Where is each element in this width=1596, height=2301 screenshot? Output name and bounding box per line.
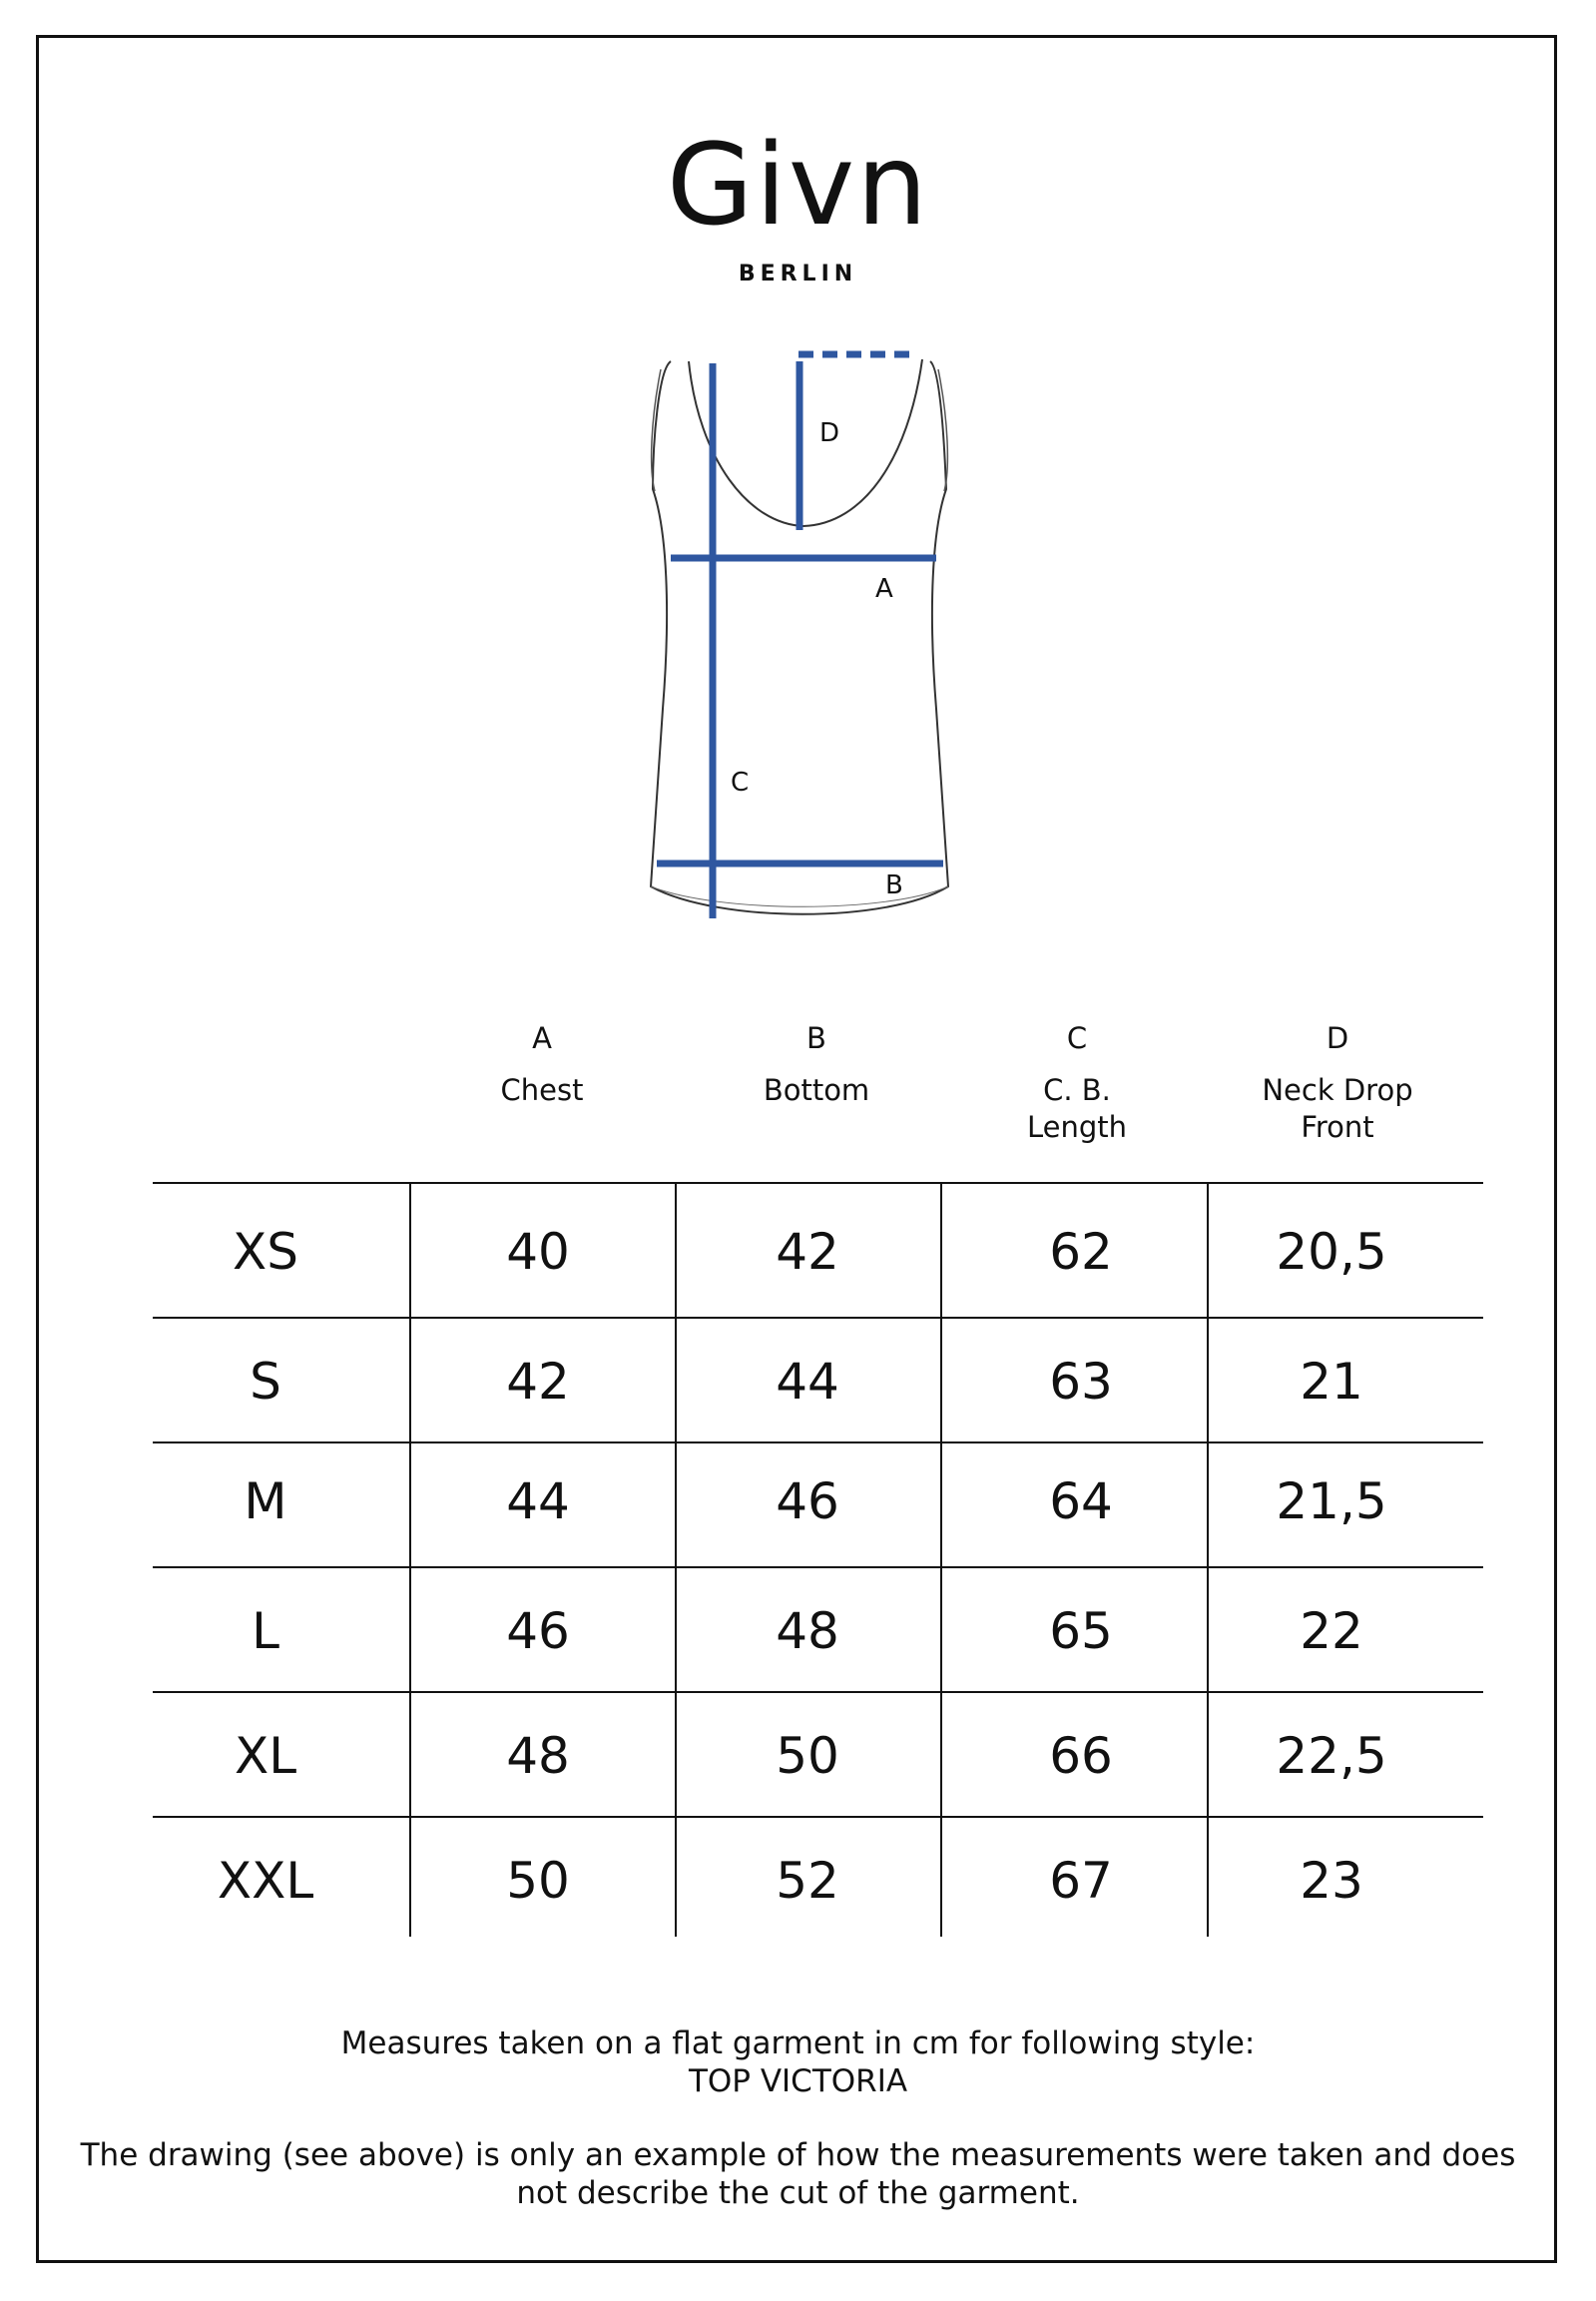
diagram-label-a: A: [875, 574, 893, 604]
bottom-value: 48: [776, 1602, 839, 1660]
column-name: Neck Drop Front: [1262, 1073, 1413, 1144]
table-divider: [153, 1566, 1483, 1568]
garment-diagram: [639, 339, 968, 928]
length-value: 63: [1049, 1353, 1113, 1411]
column-header-c: [1007, 1020, 1147, 1146]
brand-logo: Givn: [666, 121, 930, 251]
bottom-value: 50: [776, 1727, 839, 1785]
neck-drop-value: 22,5: [1276, 1727, 1387, 1785]
chest-value: 42: [506, 1353, 570, 1411]
garment-neckline: [689, 359, 922, 526]
diagram-label-c: C: [731, 768, 750, 798]
table-column-divider: [675, 1182, 677, 1937]
table-column-divider: [409, 1182, 411, 1937]
length-value: 62: [1049, 1223, 1113, 1281]
chest-value: 40: [506, 1223, 570, 1281]
diagram-label-b: B: [885, 870, 903, 900]
column-name: C. B. Length: [1026, 1073, 1128, 1144]
size-label: S: [250, 1353, 281, 1411]
bottom-value: 44: [776, 1353, 839, 1411]
bottom-value: 46: [776, 1472, 839, 1530]
diagram-label-d: D: [819, 418, 840, 448]
length-value: 67: [1049, 1852, 1113, 1910]
neck-drop-value: 23: [1300, 1852, 1363, 1910]
size-label: M: [244, 1472, 287, 1530]
table-divider: [153, 1182, 1483, 1184]
column-letter: D: [1326, 1021, 1349, 1055]
neck-drop-value: 22: [1300, 1602, 1363, 1660]
table-divider: [153, 1691, 1483, 1693]
length-value: 66: [1049, 1727, 1113, 1785]
column-header-d: [1238, 1020, 1437, 1146]
size-table: [153, 1182, 1483, 1937]
table-divider: [153, 1441, 1483, 1443]
column-name: Bottom: [763, 1073, 870, 1107]
column-letter: C: [1066, 1021, 1088, 1055]
neck-drop-value: 21,5: [1276, 1472, 1387, 1530]
table-column-divider: [940, 1182, 942, 1937]
neck-drop-value: 21: [1300, 1353, 1363, 1411]
size-label: XXL: [217, 1852, 314, 1910]
note-disclaimer-2: not describe the cut of the garment.: [516, 2175, 1080, 2211]
brand-subtitle: BERLIN: [738, 262, 858, 287]
length-value: 64: [1049, 1472, 1113, 1530]
note-style-name: TOP VICTORIA: [688, 2063, 908, 2099]
column-letter: B: [806, 1021, 826, 1055]
column-name: Chest: [500, 1073, 584, 1107]
bottom-value: 42: [776, 1223, 839, 1281]
neck-drop-value: 20,5: [1276, 1223, 1387, 1281]
chest-value: 48: [506, 1727, 570, 1785]
column-header-a: [432, 1020, 652, 1109]
bottom-value: 52: [776, 1852, 839, 1910]
length-value: 65: [1049, 1602, 1113, 1660]
column-letter: A: [532, 1021, 552, 1055]
size-label: XS: [233, 1223, 298, 1281]
column-header-b: [707, 1020, 926, 1109]
chest-value: 46: [506, 1602, 570, 1660]
table-divider: [153, 1816, 1483, 1818]
size-label: XL: [234, 1727, 297, 1785]
table-column-divider: [1207, 1182, 1209, 1937]
chest-value: 44: [506, 1472, 570, 1530]
note-disclaimer-1: The drawing (see above) is only an example of how the measurements were taken and does: [80, 2137, 1516, 2173]
note-measures: Measures taken on a flat garment in cm for following style:: [340, 2025, 1256, 2061]
chest-value: 50: [506, 1852, 570, 1910]
table-divider: [153, 1317, 1483, 1319]
size-label: L: [252, 1602, 279, 1660]
